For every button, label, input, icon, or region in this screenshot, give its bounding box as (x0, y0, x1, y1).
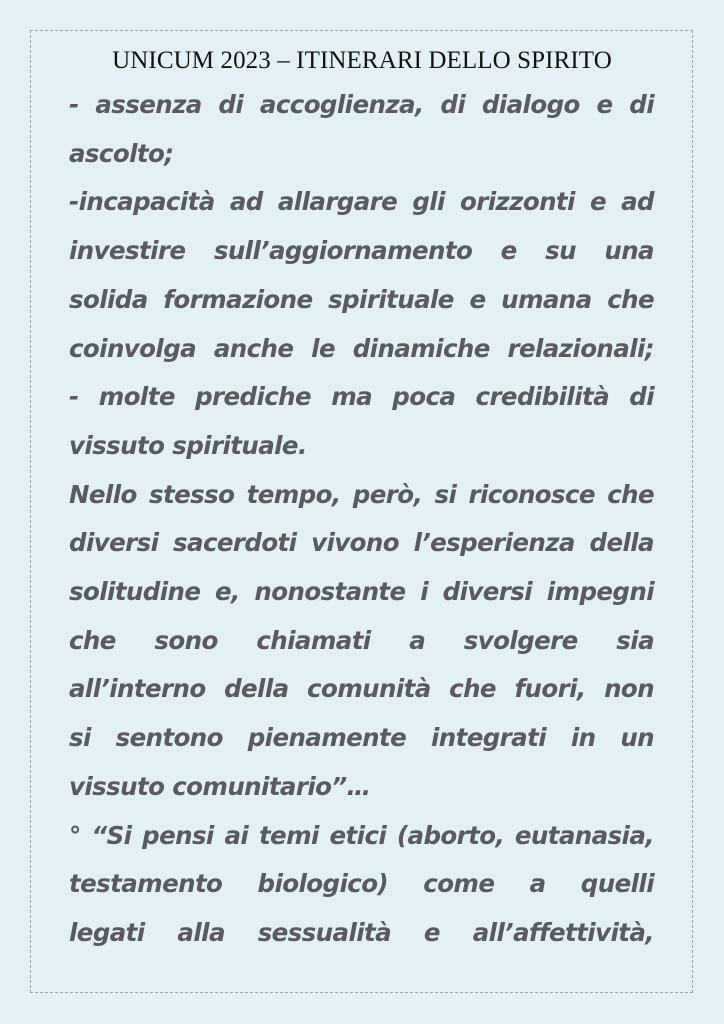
text-line: che sono chiamati a svolgere sia (69, 625, 654, 655)
text-line: diversi sacerdoti vivono l’esperienza della (69, 528, 654, 558)
text-line: testamento biologico) come a quelli (69, 869, 654, 899)
text-line: Nello stesso tempo, però, si riconosce che (69, 479, 654, 509)
text-line: vissuto spirituale. (69, 430, 307, 460)
page-header-title: UNICUM 2023 – ITINERARI DELLO SPIRITO (112, 47, 612, 74)
document-body (69, 81, 654, 958)
text-line: coinvolga anche le dinamiche relazionali; (69, 333, 654, 363)
text-line: - assenza di accoglienza, di dialogo e di (69, 90, 654, 119)
text-line: si sentono pienamente integrati in un (69, 723, 654, 753)
text-line: solida formazione spirituale e umana che (69, 284, 654, 314)
text-line: ascolto; (69, 138, 174, 168)
text-line: -incapacità ad allargare gli orizzonti e ad (69, 187, 654, 217)
text-line: investire sull’aggiornamento e su una (69, 236, 654, 266)
text-line: ° “Si pensi ai temi etici (aborto, eutanasia, (69, 820, 654, 850)
text-line: solitudine e, nonostante i diversi impegni (69, 577, 654, 607)
text-line: all’interno della comunità che fuori, non (69, 674, 654, 704)
text-line: vissuto comunitario”… (69, 771, 371, 801)
text-line: - molte prediche ma poca credibilità di (69, 382, 654, 412)
text-line: legati alla sessualità e all’affettività, (69, 917, 654, 947)
